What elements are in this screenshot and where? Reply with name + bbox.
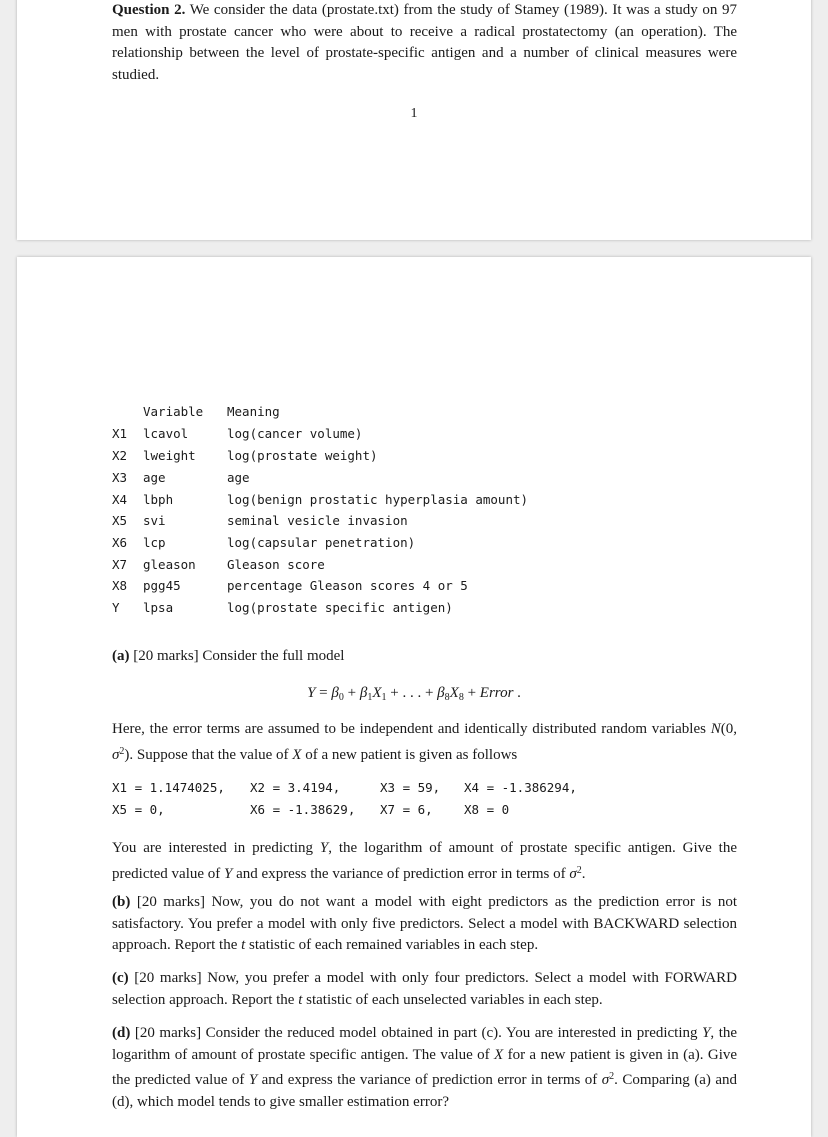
part-d-text-4: and express the variance of prediction error in terms of (261, 1072, 598, 1088)
error-assumption-text: Here, the error terms are assumed to be independent and identically distributed random variables (112, 721, 706, 737)
value-x1: X1 = 1.1474025, (112, 780, 225, 795)
value-x5: X5 = 0, (112, 802, 165, 817)
row-id: X3 (112, 470, 128, 485)
row-variable: lbph (143, 492, 174, 507)
part-d-text-2: , the logarithm of amount of prostate specific antigen. The value of (112, 1025, 738, 1063)
page-2 (17, 257, 811, 1137)
value-x4: X4 = -1.386294, (464, 780, 577, 795)
part-d-paragraph (112, 1023, 737, 1113)
part-c-paragraph (112, 968, 737, 1011)
page-number: 1 (410, 106, 418, 121)
row-variable: svi (143, 513, 166, 528)
y-symbol: Y (319, 840, 329, 856)
row-id: X6 (112, 535, 128, 550)
row-id: X4 (112, 492, 128, 507)
t-symbol: t (241, 937, 246, 953)
error-assumption-paragraph (112, 719, 737, 766)
x-symbol: X (292, 746, 302, 763)
period: . (614, 1072, 618, 1088)
row-meaning: log(prostate weight) (227, 448, 378, 463)
row-variable: lpsa (143, 600, 174, 615)
part-b-paragraph (112, 892, 737, 957)
header-variable: Variable (143, 404, 204, 419)
table-row (112, 577, 468, 595)
table-row (112, 556, 325, 574)
row-variable: pgg45 (143, 578, 181, 593)
part-d-text-1: Consider the reduced model obtained in part (c). You are interested in predicting (205, 1025, 698, 1041)
row-id: Y (112, 600, 120, 615)
page-1 (17, 0, 811, 240)
row-variable: age (143, 470, 166, 485)
row-variable: lweight (143, 448, 196, 463)
period: . (581, 865, 586, 882)
row-id: X8 (112, 578, 128, 593)
sigma-squared-symbol: $\sigma^2$ (569, 864, 582, 882)
part-a-marks: [20 marks] (133, 648, 199, 664)
row-id: X1 (112, 426, 128, 441)
part-b-label: (b) (112, 894, 131, 910)
row-id: X2 (112, 448, 128, 463)
variable-table (17, 257, 811, 615)
part-b-text-1: Now, you do not want a model with eight predictors as the prediction error is not satisfactory. You prefer a model with only five predictors. Select a model with BACKWARD selection approach. Report the (112, 894, 738, 953)
part-a-intro (112, 646, 737, 668)
value-x6: X6 = -1.38629, (250, 802, 356, 817)
row-meaning: Gleason score (227, 557, 325, 572)
table-row (112, 425, 363, 443)
y-symbol: Y (224, 865, 233, 882)
suppose-text: . Suppose that the value of (129, 746, 289, 763)
row-meaning: seminal vesicle invasion (227, 513, 408, 528)
predict-text-1: You are interested in predicting (112, 840, 313, 856)
table-header (112, 403, 280, 421)
part-c-text-1: Now, you prefer a model with only four predictors. Select a model with FORWARD selection approach. Report the (112, 970, 737, 1008)
part-c-text-2: statistic of each unselected variables in each step. (306, 991, 603, 1008)
part-b-text-2: statistic of each remained variables in each step. (249, 937, 539, 953)
x-symbol: X (494, 1046, 504, 1063)
row-meaning: percentage Gleason scores 4 or 5 (227, 578, 468, 593)
part-d-text-3: for a new patient is given in (a). Give the predicted value of (112, 1046, 738, 1088)
row-variable: lcp (143, 535, 166, 550)
table-row (112, 469, 250, 487)
question-label: Question 2. (112, 2, 186, 18)
row-id: X5 (112, 513, 128, 528)
row-variable: lcavol (143, 426, 189, 441)
part-d-marks: [20 marks] (134, 1025, 202, 1041)
part-d-label: (d) (112, 1025, 131, 1041)
values-row-1 (112, 779, 577, 797)
row-variable: gleason (143, 557, 196, 572)
row-meaning: log(benign prostatic hyperplasia amount) (227, 492, 529, 507)
value-x8: X8 = 0 (464, 802, 510, 817)
table-row (112, 491, 529, 509)
prediction-paragraph (112, 838, 737, 885)
part-d-text-5: Comparing (a) and (d), which model tends to give smaller estimation error? (112, 1072, 737, 1110)
row-id: X7 (112, 557, 128, 572)
question-text: We consider the data (prostate.txt) from the study of Stamey (1989). It was a study on 97 men with prostate cancer who were about to receive a radical prostatectomy (an operation). The relationship between the level of prostate-specific antigen and a number of clinical measures were studied. (112, 2, 738, 83)
part-a-intro-text: Consider the full model (202, 648, 345, 664)
table-row (112, 599, 453, 617)
table-row (112, 447, 378, 465)
y-symbol: Y (248, 1072, 258, 1088)
sigma-squared-symbol: $\sigma^2$ (601, 1071, 615, 1088)
value-x3: X3 = 59, (380, 780, 441, 795)
question-paragraph (112, 0, 737, 86)
table-row (112, 534, 416, 552)
full-model-equation: $Y = \beta_0 + \beta_1X_1$ + . . . + $\beta_8X_8$ + Error . (307, 685, 521, 703)
y-symbol: Y (702, 1025, 711, 1041)
predict-text-2: , the logarithm of amount of prostate specific antigen. Give the predicted value of (112, 840, 737, 882)
t-symbol: t (298, 991, 303, 1008)
normal-distribution-symbol: N(0, $\sigma^2$) (112, 721, 737, 763)
table-row (112, 512, 408, 530)
part-a-label: (a) (112, 648, 130, 664)
row-meaning: log(capsular penetration) (227, 535, 416, 550)
row-meaning: log(cancer volume) (227, 426, 363, 441)
value-x7: X7 = 6, (380, 802, 433, 817)
predict-text-3: and express the variance of prediction error in terms of (236, 865, 566, 882)
part-b-marks: [20 marks] (136, 894, 205, 910)
header-meaning: Meaning (227, 404, 280, 419)
row-meaning: age (227, 470, 250, 485)
values-row-2 (112, 801, 510, 819)
row-meaning: log(prostate specific antigen) (227, 600, 453, 615)
value-x2: X2 = 3.4194, (250, 780, 341, 795)
suppose-end-text: of a new patient is given as follows (305, 746, 518, 763)
part-c-marks: [20 marks] (134, 970, 202, 986)
part-c-label: (c) (112, 970, 129, 986)
